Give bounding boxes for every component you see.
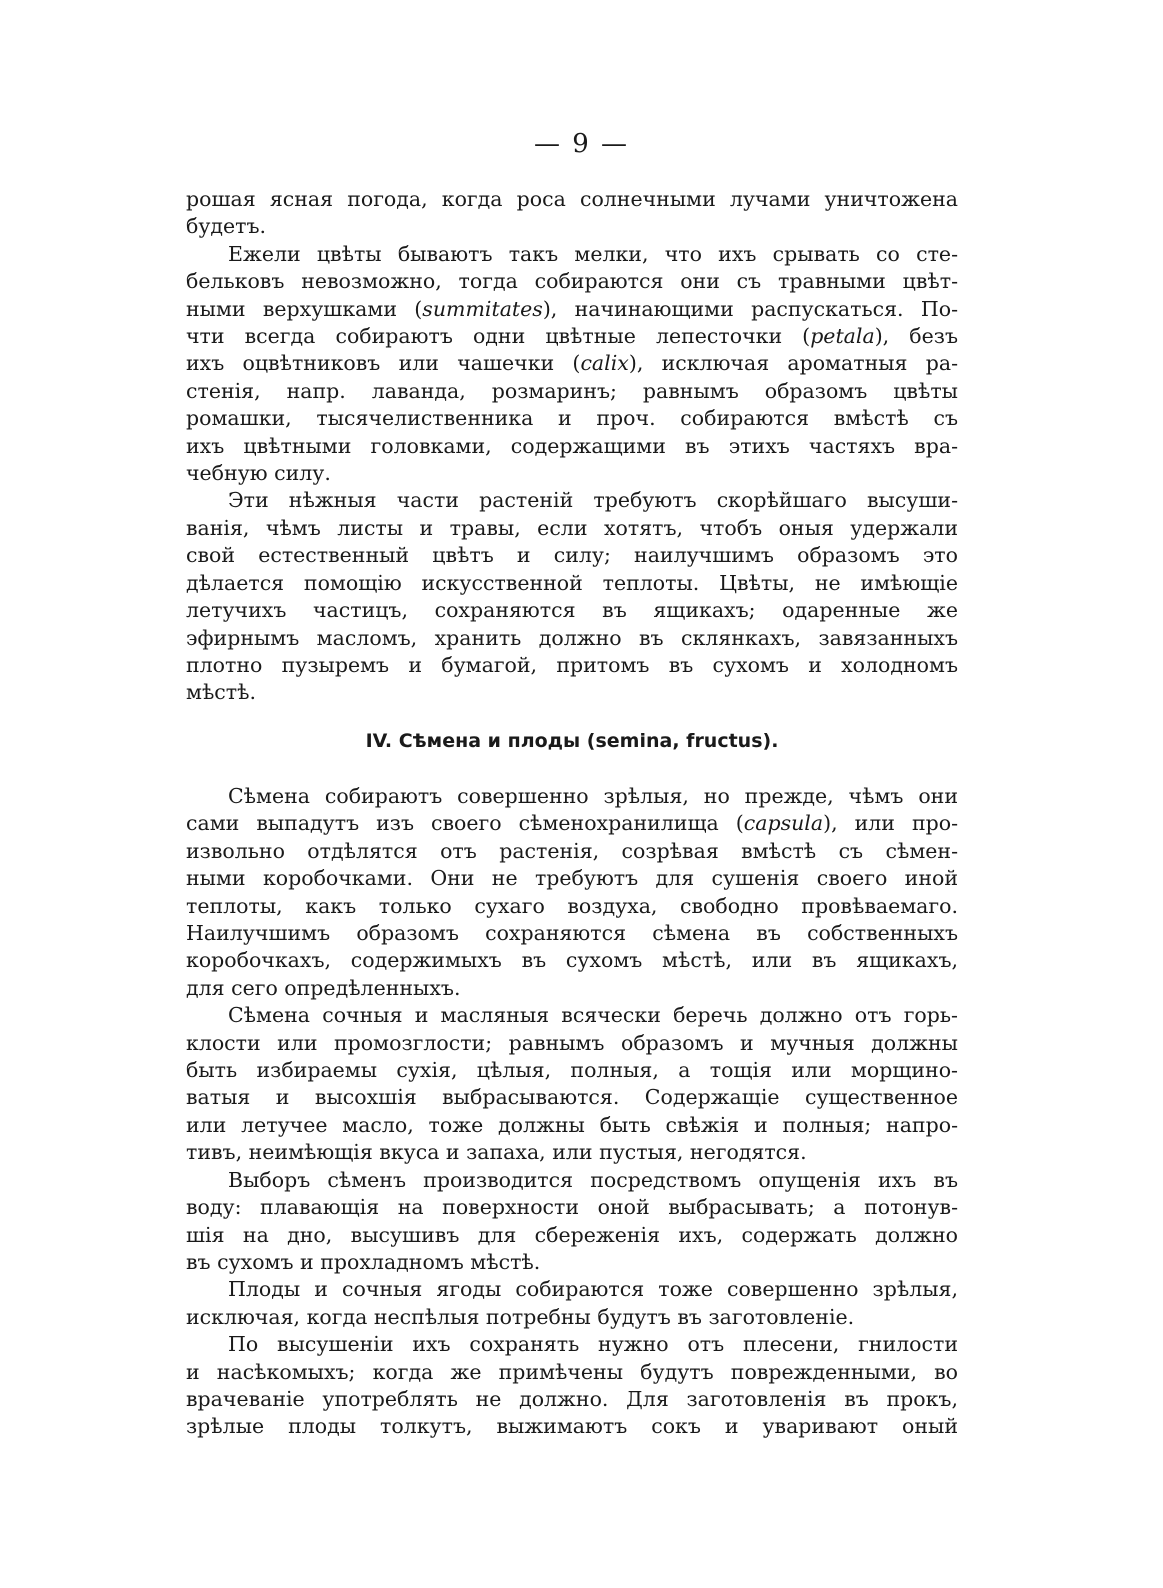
text-line: ными коробочками. Они не требуютъ для сушенія своего иной xyxy=(186,866,958,891)
text-line: Сѣмена собираютъ совершенно зрѣлыя, но прежде, чѣмъ они xyxy=(228,784,958,808)
text-line: Сѣмена сочныя и масляныя всячески беречь должно отъ горь- xyxy=(228,1003,958,1028)
section-heading: IV. Сѣмена и плоды (semina, fructus). xyxy=(365,730,779,752)
text-line: для сего опредѣленныхъ. xyxy=(186,975,461,1000)
text-line: зрѣлые плоды толкутъ, выжимаютъ сокъ и уваривают оный xyxy=(186,1414,958,1439)
text-block-seeds xyxy=(186,783,958,1441)
text-line: Плоды и сочныя ягоды собираются тоже совершенно зрѣлыя, xyxy=(228,1277,958,1302)
text-line: чебную силу. xyxy=(186,461,331,486)
text-line: дѣлается помощію искусственной теплоты. Цвѣты, не имѣющіе xyxy=(186,570,958,595)
text-line: будетъ. xyxy=(186,214,267,239)
text-line: ватыя и высохшія выбрасываются. Содержащіе существенное xyxy=(186,1085,958,1110)
text-line: сами выпадутъ изъ своего сѣменохранилища (capsula), или про- xyxy=(186,811,959,836)
text-line: и насѣкомыхъ; когда же примѣчены будутъ поврежденными, во xyxy=(186,1359,958,1384)
text-line: врачеваніе употреблять не должно. Для заготовленія въ прокъ, xyxy=(186,1386,958,1411)
text-line: Ежели цвѣты бываютъ такъ мелки, что ихъ срывать со сте- xyxy=(228,241,958,266)
text-line: коробочкахъ, содержимыхъ въ сухомъ мѣстѣ, или въ ящикахъ, xyxy=(186,948,958,973)
text-line: эфирнымъ масломъ, хранить должно въ склянкахъ, завязанныхъ xyxy=(186,625,958,650)
text-line: извольно отдѣлятся отъ растенія, созрѣвая вмѣстѣ съ сѣмен- xyxy=(186,838,958,863)
text-line: клости или промозглости; равнымъ образомъ и мучныя должны xyxy=(186,1030,958,1055)
page-number: — 9 — xyxy=(533,129,630,159)
text-line: тивъ, неимѣющія вкуса и запаха, или пустыя, негодятся. xyxy=(186,1140,807,1165)
text-line: быть избираемы сухія, цѣлыя, полныя, а тощія или морщино- xyxy=(186,1058,958,1083)
text-line: шія на дно, высушивъ для сбереженія ихъ, содержать должно xyxy=(186,1222,958,1247)
text-line: ными верхушками (summitates), начинающими распускаться. По- xyxy=(186,296,959,321)
text-line: летучихъ частицъ, сохраняются въ ящикахъ; одаренные же xyxy=(186,598,958,623)
text-line: воду: плавающія на поверхности оной выбрасывать; а потонув- xyxy=(186,1195,958,1220)
text-line: чти всегда собираютъ одни цвѣтные лепесточки (petala), безъ xyxy=(186,324,958,349)
text-line: стенія, напр. лаванда, розмаринъ; равнымъ образомъ цвѣты xyxy=(186,378,958,403)
text-line: рошая ясная погода, когда роса солнечными лучами уничтожена xyxy=(186,187,958,211)
text-line: Наилучшимъ образомъ сохраняются сѣмена въ собственныхъ xyxy=(186,921,958,946)
text-line: мѣстѣ. xyxy=(186,680,257,705)
text-line: Эти нѣжныя части растеній требуютъ скорѣйшаго высуши- xyxy=(228,488,958,513)
text-line: По высушеніи ихъ сохранять нужно отъ плесени, гнилости xyxy=(228,1332,958,1357)
text-line: исключая, когда неспѣлыя потребны будутъ въ заготовленіе. xyxy=(186,1304,855,1329)
text-line: ромашки, тысячелиственника и проч. собираются вмѣстѣ съ xyxy=(186,406,958,431)
text-line: въ сухомъ и прохладномъ мѣстѣ. xyxy=(186,1249,541,1274)
text-line: бельковъ невозможно, тогда собираются они съ травными цвѣт- xyxy=(186,269,958,294)
text-line: свой естественный цвѣтъ и силу; наилучшимъ образомъ это xyxy=(186,543,958,568)
text-line: или летучее масло, тоже должны быть свѣжія и полныя; напро- xyxy=(186,1112,958,1137)
text-line: ванія, чѣмъ листы и травы, если хотятъ, чтобъ оныя удержали xyxy=(186,515,958,540)
text-line: ихъ цвѣтными головками, содержащими въ этихъ частяхъ вра- xyxy=(186,433,958,458)
text-line: теплоты, какъ только сухаго воздуха, свободно провѣваемаго. xyxy=(186,893,958,918)
text-line: плотно пузыремъ и бумагой, притомъ въ сухомъ и холодномъ xyxy=(186,652,958,677)
text-line: Выборъ сѣменъ производится посредствомъ опущенія ихъ въ xyxy=(228,1167,958,1192)
text-line: ихъ оцвѣтниковъ или чашечки (calix), исключая ароматныя ра- xyxy=(186,351,958,376)
text-block-flowers xyxy=(186,186,958,707)
